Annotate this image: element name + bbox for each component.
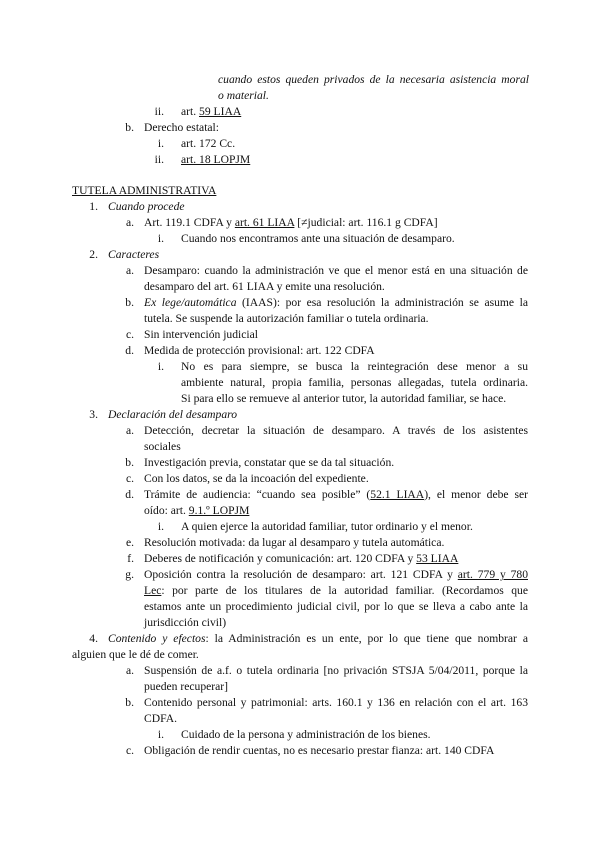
list-item: Investigación previa, constatar que se da tal situación. [144,456,395,469]
list-item: Suspensión de a.f. o tutela ordinaria [no privación STSJA 5/04/2011, porque la [144,664,528,677]
list-item: Cuando nos encontramos ante una situación de desamparo. [181,232,455,245]
list-marker: f. [127,552,134,565]
list-marker: c. [125,328,134,341]
list-marker: i. [157,232,164,245]
list-item-continuation: pueden recuperar] [144,680,228,693]
list-item: Con los datos, se da la incoación del expediente. [144,472,369,485]
list-item-continuation: Si para ello se remueve al anterior tutor, la autoridad familiar, se hace. [181,392,507,405]
list-marker: ii. [154,153,164,166]
list-item-continuation: Lec: por parte de los titulares de la autoridad familiar. (Recordamos que [144,584,528,597]
list-marker: i. [157,137,164,150]
list-item: Derecho estatal: [144,121,219,134]
list-item: Trámite de audiencia: “cuando sea posible” (52.1 LIAA), el menor debe ser [144,488,528,501]
article-link[interactable]: 53 LIAA [416,552,459,565]
list-item: Cuidado de la persona y administración de los bienes. [181,728,431,741]
article-reference: art. [181,105,200,118]
article-link[interactable]: art. 61 LIAA [234,216,295,229]
list-item-continuation: CDFA. [144,712,177,725]
list-marker: b. [125,296,134,309]
section-number: 4. [89,632,98,645]
list-item: Ex lege/automática (IAAS): por esa resolución la administración se asume la [144,296,529,309]
list-marker: ii. [154,105,164,118]
article-link[interactable]: 52.1 LIAA [370,488,425,501]
article-link[interactable]: 9.1.º LOPJM [188,504,250,517]
article-link[interactable]: art. 779 y 780 [457,568,528,581]
list-marker: d. [125,488,134,501]
list-item: Deberes de notificación y comunicación: art. 120 CDFA y 53 LIAA [144,552,459,565]
section-number: 3. [89,408,98,421]
list-marker: a. [125,664,134,677]
article-link[interactable]: 59 LIAA [199,105,242,118]
section-heading: TUTELA ADMINISTRATIVA [72,184,217,197]
list-item: No es para siempre, se busca la reintegración dese menor a su [181,360,528,373]
list-marker: g. [125,568,134,581]
list-marker: a. [125,424,134,437]
list-marker: c. [125,744,134,757]
list-marker: i. [157,728,164,741]
list-item: art. 172 Cc. [181,137,236,150]
list-marker: b. [125,456,134,469]
list-item [181,105,241,119]
section-text-continuation: alguien que le dé de comer. [72,648,199,661]
list-item: Medida de protección provisional: art. 122 CDFA [144,344,375,357]
section-title: Caracteres [108,248,160,261]
list-item: Desamparo: cuando la administración ve que el menor está en una situación de [144,264,528,277]
article-link[interactable]: Lec [144,584,162,597]
list-item: Oposición contra la resolución de desamparo: art. 121 CDFA y art. 779 y 780 [144,568,528,581]
list-marker: b. [125,696,134,709]
list-item-continuation: oído: art. 9.1.º LOPJM [144,504,250,517]
list-marker: d. [125,344,134,357]
list-item-continuation: tutela. Se suspende la autorización familiar o tutela ordinaria. [144,312,429,325]
list-item-continuation: ambiente natural, propia familia, personas allegadas, tutela ordinaria. [181,376,528,389]
list-item: Contenido personal y patrimonial: arts. 160.1 y 136 en relación con el art. 163 [144,696,528,709]
list-item-continuation: sociales [144,440,181,453]
list-item: Art. 119.1 CDFA y art. 61 LIAA [≠judicial: art. 116.1 g CDFA] [144,216,438,229]
italic-term: Ex lege/automática [144,296,237,309]
list-item-continuation: desamparo del art. 61 LIAA y emite una resolución. [144,280,385,293]
list-item: Obligación de rendir cuentas, no es necesario prestar fianza: art. 140 CDFA [144,744,495,757]
list-marker: a. [125,216,134,229]
section-number: 2. [89,248,98,261]
list-item: A quien ejerce la autoridad familiar, tutor ordinario y el menor. [181,520,473,533]
section-title: Cuando procede [108,200,185,213]
list-item: Sin intervención judicial [144,328,258,341]
section-title: Contenido y efectos: la Administración es un ente, por lo que tiene que nombrar a [108,632,528,645]
list-marker: c. [125,472,134,485]
list-item-continuation: jurisdicción civil) [144,616,227,629]
list-marker: i. [157,520,164,533]
section-title: Declaración del desamparo [108,408,238,421]
list-marker: i. [157,360,164,373]
continuation-line-1: cuando estos queden privados de la necesaria asistencia moral [218,73,529,86]
list-item-continuation: estamos ante un procedimiento judicial civil, por lo que se lleva a cabo ante la [144,600,528,613]
list-item: Resolución motivada: da lugar al desamparo y tutela automática. [144,536,445,549]
list-item: Detección, decretar la situación de desamparo. A través de los asistentes [144,424,528,437]
article-link[interactable]: art. 18 LOPJM [181,153,251,166]
section-number: 1. [89,200,98,213]
list-marker: b. [125,121,134,134]
list-marker: e. [125,536,134,549]
list-marker: a. [125,264,134,277]
continuation-line-2: o material. [218,89,269,102]
